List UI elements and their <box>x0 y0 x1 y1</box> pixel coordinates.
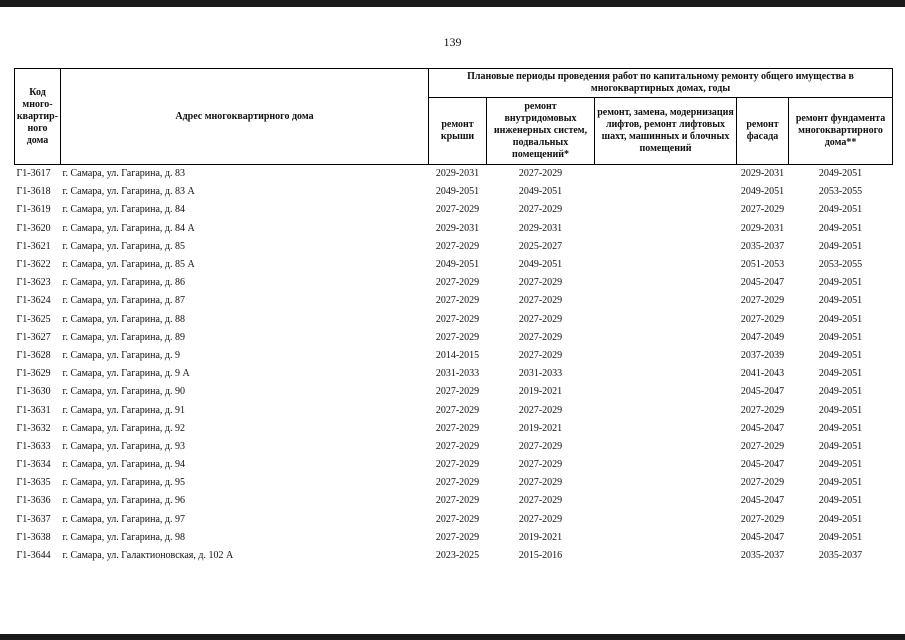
foundation-period-cell: 2049-2051 <box>818 277 863 289</box>
elevators-period-cell <box>595 238 737 256</box>
roof-period-cell: 2027-2029 <box>435 277 480 289</box>
elevators-period-cell <box>595 401 737 419</box>
house-code-cell: Г1-3617 <box>16 168 51 180</box>
facade-period-cell: 2045-2047 <box>740 495 785 507</box>
house-code-cell: Г1-3636 <box>16 495 51 507</box>
header-code: Код много-квартир-ного дома <box>15 69 61 165</box>
foundation-period-cell: 2049-2051 <box>818 295 863 307</box>
house-code-cell: Г1-3638 <box>16 531 51 543</box>
foundation-period-cell: 2049-2051 <box>818 495 863 507</box>
elevators-period-cell <box>595 511 737 529</box>
roof-period-cell: 2029-2031 <box>435 168 480 180</box>
table-row <box>15 238 893 256</box>
top-border-bar <box>0 0 905 7</box>
foundation-period-cell: 2049-2051 <box>818 440 863 452</box>
table-row <box>15 511 893 529</box>
facade-period-cell: 2047-2049 <box>740 331 785 343</box>
header-periods-group: Плановые периоды проведения работ по капитальному ремонту общего имущества в многоквартирных домах, годы <box>429 69 893 98</box>
facade-period-cell: 2027-2029 <box>740 204 785 216</box>
house-code-cell: Г1-3637 <box>16 513 51 525</box>
elevators-period-cell <box>595 347 737 365</box>
facade-period-cell: 2045-2047 <box>740 277 785 289</box>
capital-repair-table <box>14 68 893 565</box>
roof-period-cell: 2031-2033 <box>435 368 480 380</box>
table-row <box>15 256 893 274</box>
house-code-cell: Г1-3625 <box>16 313 51 325</box>
header-foundation: ремонт фундамента многоквартирного дома** <box>789 98 893 165</box>
foundation-period-cell: 2049-2051 <box>818 331 863 343</box>
house-code-cell: Г1-3627 <box>16 331 51 343</box>
foundation-period-cell: 2049-2051 <box>818 422 863 434</box>
engineering-period-cell: 2027-2029 <box>518 349 563 361</box>
table-row <box>15 311 893 329</box>
house-code-cell: Г1-3621 <box>16 240 51 252</box>
roof-period-cell: 2027-2029 <box>435 386 480 398</box>
roof-period-cell: 2027-2029 <box>435 295 480 307</box>
roof-period-cell: 2027-2029 <box>435 313 480 325</box>
elevators-period-cell <box>595 311 737 329</box>
elevators-period-cell <box>595 547 737 565</box>
foundation-period-cell: 2049-2051 <box>818 168 863 180</box>
address-cell: г. Самара, ул. Гагарина, д. 92 <box>62 422 186 434</box>
elevators-period-cell <box>595 274 737 292</box>
foundation-period-cell: 2049-2051 <box>818 368 863 380</box>
house-code-cell: Г1-3632 <box>16 422 51 434</box>
table-row <box>15 474 893 492</box>
facade-period-cell: 2045-2047 <box>740 386 785 398</box>
foundation-period-cell: 2049-2051 <box>818 204 863 216</box>
house-code-cell: Г1-3633 <box>16 440 51 452</box>
facade-period-cell: 2027-2029 <box>740 477 785 489</box>
elevators-period-cell <box>595 292 737 310</box>
engineering-period-cell: 2019-2021 <box>518 386 563 398</box>
roof-period-cell: 2049-2051 <box>435 259 480 271</box>
elevators-period-cell <box>595 329 737 347</box>
elevators-period-cell <box>595 438 737 456</box>
roof-period-cell: 2023-2025 <box>435 550 480 562</box>
foundation-period-cell: 2049-2051 <box>818 222 863 234</box>
elevators-period-cell <box>595 165 737 184</box>
foundation-period-cell: 2053-2055 <box>818 259 863 271</box>
roof-period-cell: 2027-2029 <box>435 422 480 434</box>
address-cell: г. Самара, ул. Гагарина, д. 89 <box>62 331 186 343</box>
header-engineering: ремонт внутридомовых инженерных систем, подвальных помещений* <box>487 98 595 165</box>
table-row <box>15 365 893 383</box>
address-cell: г. Самара, ул. Галактионовская, д. 102 А <box>62 550 234 562</box>
address-cell: г. Самара, ул. Гагарина, д. 84 <box>62 204 186 216</box>
header-elevators: ремонт, замена, модернизация лифтов, ремонт лифтовых шахт, машинных и блочных помещений <box>595 98 737 165</box>
engineering-period-cell: 2027-2029 <box>518 404 563 416</box>
address-cell: г. Самара, ул. Гагарина, д. 93 <box>62 440 186 452</box>
header-address: Адрес многоквартирного дома <box>61 69 429 165</box>
roof-period-cell: 2049-2051 <box>435 186 480 198</box>
engineering-period-cell: 2027-2029 <box>518 313 563 325</box>
table-row <box>15 456 893 474</box>
table-row <box>15 401 893 419</box>
engineering-period-cell: 2027-2029 <box>518 459 563 471</box>
table-row <box>15 438 893 456</box>
foundation-period-cell: 2049-2051 <box>818 513 863 525</box>
house-code-cell: Г1-3631 <box>16 404 51 416</box>
engineering-period-cell: 2027-2029 <box>518 168 563 180</box>
elevators-period-cell <box>595 201 737 219</box>
house-code-cell: Г1-3622 <box>16 259 51 271</box>
engineering-period-cell: 2031-2033 <box>518 368 563 380</box>
roof-period-cell: 2027-2029 <box>435 240 480 252</box>
foundation-period-cell: 2049-2051 <box>818 459 863 471</box>
house-code-cell: Г1-3618 <box>16 186 51 198</box>
engineering-period-cell: 2019-2021 <box>518 531 563 543</box>
roof-period-cell: 2027-2029 <box>435 404 480 416</box>
engineering-period-cell: 2029-2031 <box>518 222 563 234</box>
facade-period-cell: 2027-2029 <box>740 404 785 416</box>
address-cell: г. Самара, ул. Гагарина, д. 9 А <box>62 368 190 380</box>
engineering-period-cell: 2025-2027 <box>518 240 563 252</box>
table-row <box>15 329 893 347</box>
facade-period-cell: 2045-2047 <box>740 459 785 471</box>
header-facade: ремонт фасада <box>737 98 789 165</box>
foundation-period-cell: 2049-2051 <box>818 240 863 252</box>
foundation-period-cell: 2049-2051 <box>818 404 863 416</box>
house-code-cell: Г1-3624 <box>16 295 51 307</box>
facade-period-cell: 2051-2053 <box>740 259 785 271</box>
address-cell: г. Самара, ул. Гагарина, д. 96 <box>62 495 186 507</box>
roof-period-cell: 2027-2029 <box>435 331 480 343</box>
engineering-period-cell: 2027-2029 <box>518 295 563 307</box>
address-cell: г. Самара, ул. Гагарина, д. 85 <box>62 240 186 252</box>
address-cell: г. Самара, ул. Гагарина, д. 9 <box>62 349 181 361</box>
address-cell: г. Самара, ул. Гагарина, д. 84 А <box>62 222 195 234</box>
address-cell: г. Самара, ул. Гагарина, д. 95 <box>62 477 186 489</box>
foundation-period-cell: 2049-2051 <box>818 386 863 398</box>
page-number: 139 <box>443 35 462 49</box>
table-row <box>15 292 893 310</box>
table-row <box>15 547 893 565</box>
engineering-period-cell: 2019-2021 <box>518 422 563 434</box>
elevators-period-cell <box>595 183 737 201</box>
house-code-cell: Г1-3620 <box>16 222 51 234</box>
house-code-cell: Г1-3644 <box>16 550 51 562</box>
house-code-cell: Г1-3619 <box>16 204 51 216</box>
elevators-period-cell <box>595 365 737 383</box>
address-cell: г. Самара, ул. Гагарина, д. 90 <box>62 386 186 398</box>
table-row <box>15 529 893 547</box>
engineering-period-cell: 2027-2029 <box>518 204 563 216</box>
facade-period-cell: 2027-2029 <box>740 440 785 452</box>
facade-period-cell: 2029-2031 <box>740 222 785 234</box>
house-code-cell: Г1-3629 <box>16 368 51 380</box>
address-cell: г. Самара, ул. Гагарина, д. 85 А <box>62 259 195 271</box>
roof-period-cell: 2027-2029 <box>435 531 480 543</box>
table-body <box>15 165 893 566</box>
address-cell: г. Самара, ул. Гагарина, д. 91 <box>62 404 186 416</box>
foundation-period-cell: 2035-2037 <box>818 550 863 562</box>
table-row <box>15 183 893 201</box>
engineering-period-cell: 2027-2029 <box>518 477 563 489</box>
house-code-cell: Г1-3623 <box>16 277 51 289</box>
engineering-period-cell: 2027-2029 <box>518 513 563 525</box>
roof-period-cell: 2029-2031 <box>435 222 480 234</box>
bottom-border-bar <box>0 634 905 640</box>
house-code-cell: Г1-3630 <box>16 386 51 398</box>
facade-period-cell: 2041-2043 <box>740 368 785 380</box>
foundation-period-cell: 2049-2051 <box>818 349 863 361</box>
table-row <box>15 201 893 219</box>
engineering-period-cell: 2027-2029 <box>518 440 563 452</box>
table-row <box>15 492 893 510</box>
facade-period-cell: 2035-2037 <box>740 550 785 562</box>
facade-period-cell: 2035-2037 <box>740 240 785 252</box>
facade-period-cell: 2027-2029 <box>740 295 785 307</box>
elevators-period-cell <box>595 383 737 401</box>
facade-period-cell: 2029-2031 <box>740 168 785 180</box>
facade-period-cell: 2045-2047 <box>740 422 785 434</box>
roof-period-cell: 2027-2029 <box>435 440 480 452</box>
address-cell: г. Самара, ул. Гагарина, д. 94 <box>62 459 186 471</box>
engineering-period-cell: 2049-2051 <box>518 259 563 271</box>
roof-period-cell: 2014-2015 <box>435 349 480 361</box>
table-row <box>15 383 893 401</box>
elevators-period-cell <box>595 474 737 492</box>
address-cell: г. Самара, ул. Гагарина, д. 86 <box>62 277 186 289</box>
engineering-period-cell: 2027-2029 <box>518 331 563 343</box>
elevators-period-cell <box>595 456 737 474</box>
house-code-cell: Г1-3635 <box>16 477 51 489</box>
facade-period-cell: 2045-2047 <box>740 531 785 543</box>
table-row <box>15 220 893 238</box>
table-row <box>15 347 893 365</box>
address-cell: г. Самара, ул. Гагарина, д. 83 А <box>62 186 195 198</box>
roof-period-cell: 2027-2029 <box>435 204 480 216</box>
foundation-period-cell: 2049-2051 <box>818 531 863 543</box>
facade-period-cell: 2049-2051 <box>740 186 785 198</box>
elevators-period-cell <box>595 420 737 438</box>
foundation-period-cell: 2049-2051 <box>818 477 863 489</box>
engineering-period-cell: 2049-2051 <box>518 186 563 198</box>
address-cell: г. Самара, ул. Гагарина, д. 83 <box>62 168 186 180</box>
table-row <box>15 165 893 184</box>
elevators-period-cell <box>595 220 737 238</box>
engineering-period-cell: 2027-2029 <box>518 277 563 289</box>
roof-period-cell: 2027-2029 <box>435 495 480 507</box>
elevators-period-cell <box>595 492 737 510</box>
house-code-cell: Г1-3634 <box>16 459 51 471</box>
engineering-period-cell: 2015-2016 <box>518 550 563 562</box>
house-code-cell: Г1-3628 <box>16 349 51 361</box>
foundation-period-cell: 2049-2051 <box>818 313 863 325</box>
roof-period-cell: 2027-2029 <box>435 477 480 489</box>
elevators-period-cell <box>595 256 737 274</box>
header-roof: ремонт крыши <box>429 98 487 165</box>
address-cell: г. Самара, ул. Гагарина, д. 88 <box>62 313 186 325</box>
address-cell: г. Самара, ул. Гагарина, д. 87 <box>62 295 186 307</box>
table-row <box>15 420 893 438</box>
address-cell: г. Самара, ул. Гагарина, д. 97 <box>62 513 186 525</box>
facade-period-cell: 2027-2029 <box>740 513 785 525</box>
facade-period-cell: 2027-2029 <box>740 313 785 325</box>
facade-period-cell: 2037-2039 <box>740 349 785 361</box>
foundation-period-cell: 2053-2055 <box>818 186 863 198</box>
roof-period-cell: 2027-2029 <box>435 513 480 525</box>
engineering-period-cell: 2027-2029 <box>518 495 563 507</box>
elevators-period-cell <box>595 529 737 547</box>
table-row <box>15 274 893 292</box>
address-cell: г. Самара, ул. Гагарина, д. 98 <box>62 531 186 543</box>
roof-period-cell: 2027-2029 <box>435 459 480 471</box>
